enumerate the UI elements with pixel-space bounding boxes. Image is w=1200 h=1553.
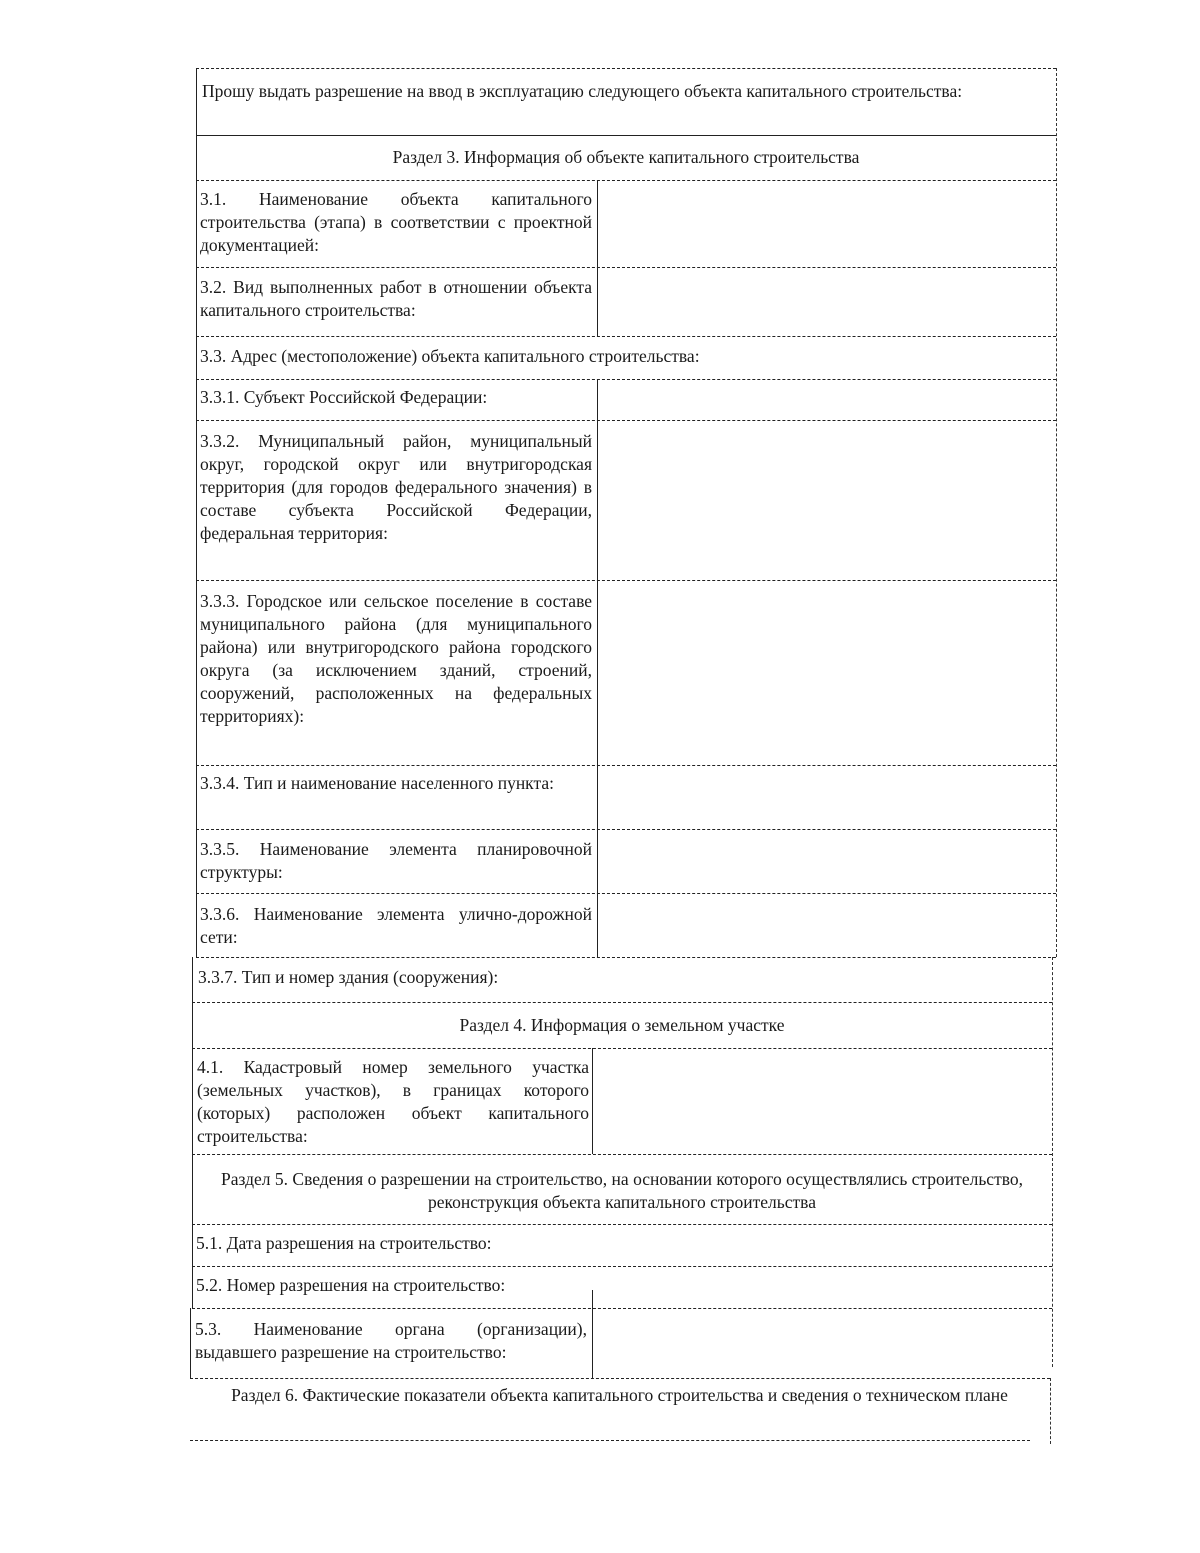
item-3-3-6: 3.3.6. Наименование элемента улично-дорожной сети: (200, 904, 592, 947)
item-3-2: 3.2. Вид выполненных работ в отношении объекта капитального строительства: (200, 277, 592, 320)
item-3-3-4: 3.3.4. Тип и наименование населенного пункта: (200, 773, 554, 793)
item-4-1: 4.1. Кадастровый номер земельного участка (земельных участков), в границах которого (которых) расположен объект капитального строительства: (197, 1057, 589, 1146)
section4-title: Раздел 4. Информация о земельном участке (459, 1015, 785, 1035)
item-5-3: 5.3. Наименование органа (организации), выдавшего разрешение на строительство: (195, 1319, 587, 1362)
item-5-2: 5.2. Номер разрешения на строительство: (196, 1275, 506, 1295)
item-5-1: 5.1. Дата разрешения на строительство: (196, 1233, 492, 1253)
section5-title: Раздел 5. Сведения о разрешении на строительство, на основании которого осуществлялись строительство, реконструкция объекта капитального строительства (221, 1169, 1023, 1212)
item-3-3-2: 3.3.2. Муниципальный район, муниципальный округ, городской округ или внутригородская территория (для городов федерального значения) в составе субъекта Российской Федерации, федеральная территория: (200, 431, 592, 543)
item-3-3: 3.3. Адрес (местоположение) объекта капитального строительства: (200, 346, 700, 366)
item-3-3-7: 3.3.7. Тип и номер здания (сооружения): (198, 967, 499, 987)
item-3-3-1: 3.3.1. Субъект Российской Федерации: (200, 387, 488, 407)
section3-title: Раздел 3. Информация об объекте капитального строительства (392, 147, 860, 167)
item-3-1: 3.1. Наименование объекта капитального строительства (этапа) в соответствии с проектной документацией: (200, 189, 592, 255)
item-3-3-5: 3.3.5. Наименование элемента планировочной структуры: (200, 839, 592, 882)
request-text: Прошу выдать разрешение на ввод в эксплуатацию следующего объекта капитального строительства: (202, 81, 963, 101)
item-3-3-3: 3.3.3. Городское или сельское поселение в составе муниципального района (для муниципального района) или внутригородского района городского округа (за исключением зданий, строений, сооружений, расположенных на федеральных территориях): (200, 591, 592, 726)
section6-title: Раздел 6. Фактические показатели объекта капитального строительства и сведения о техническом плане (231, 1385, 1008, 1405)
